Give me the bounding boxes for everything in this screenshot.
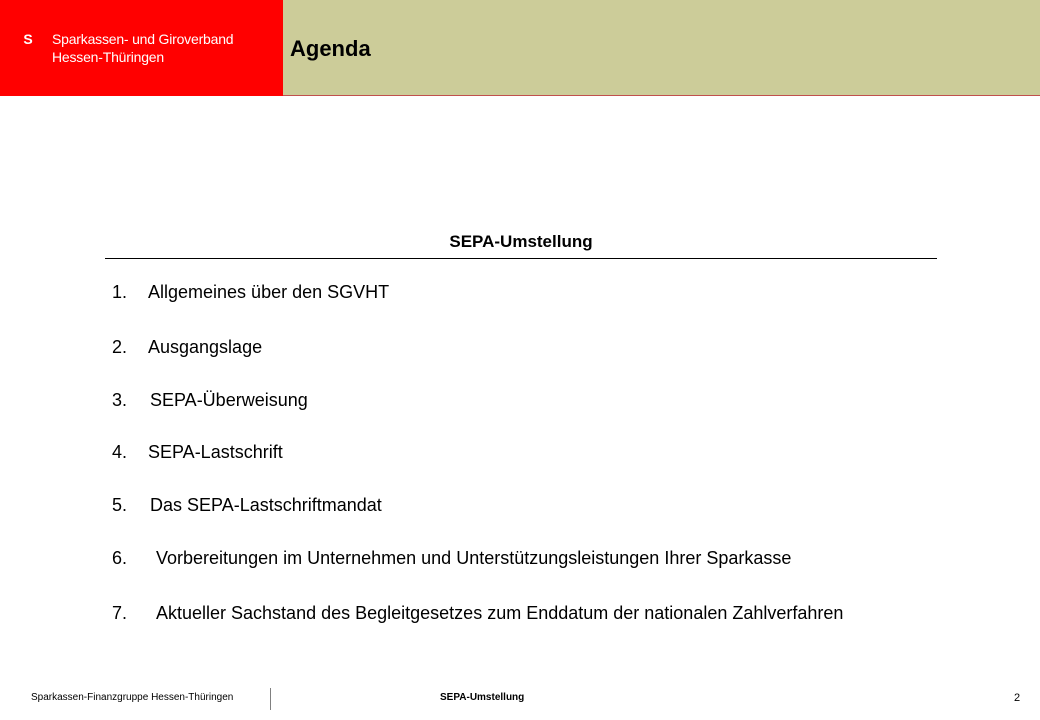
agenda-item-text: Ausgangslage bbox=[148, 337, 263, 357]
page-title: Agenda bbox=[290, 36, 371, 61]
agenda-item-1 bbox=[112, 282, 389, 302]
footer-organization: Sparkassen-Finanzgruppe Hessen-Thüringen bbox=[31, 692, 234, 703]
agenda-item-4 bbox=[112, 442, 283, 462]
brand-header bbox=[0, 0, 283, 96]
agenda-item-text: SEPA-Lastschrift bbox=[148, 442, 283, 462]
agenda-item-number: 5. bbox=[112, 495, 128, 515]
agenda-item-5 bbox=[112, 495, 382, 515]
footer-divider bbox=[270, 688, 271, 710]
organization-name-line2: Hessen-Thüringen bbox=[52, 49, 164, 65]
agenda-item-text: SEPA-Überweisung bbox=[150, 390, 308, 410]
agenda-item-number: 1. bbox=[112, 282, 128, 302]
agenda-item-number: 2. bbox=[112, 337, 128, 357]
agenda-item-text: Aktueller Sachstand des Begleitgesetzes zum Enddatum der nationalen Zahlverfahren bbox=[156, 603, 844, 623]
agenda-item-number: 3. bbox=[112, 390, 128, 410]
agenda-item-6 bbox=[112, 548, 791, 568]
agenda-item-text: Das SEPA-Lastschriftmandat bbox=[150, 495, 382, 515]
title-bar bbox=[283, 0, 1040, 96]
agenda-item-2 bbox=[112, 337, 262, 357]
heading-divider bbox=[105, 258, 937, 259]
agenda-item-number: 4. bbox=[112, 442, 128, 462]
agenda-item-number: 6. bbox=[112, 548, 128, 568]
agenda-item-number: 7. bbox=[112, 603, 128, 623]
agenda-item-3 bbox=[112, 390, 308, 410]
agenda-item-text: Allgemeines über den SGVHT bbox=[148, 282, 390, 302]
page-number: 2 bbox=[1014, 692, 1021, 704]
organization-name-line1: Sparkassen- und Giroverband bbox=[52, 31, 234, 47]
footer-topic: SEPA-Umstellung bbox=[440, 692, 525, 703]
agenda-heading: SEPA-Umstellung bbox=[449, 232, 593, 251]
agenda-item-text: Vorbereitungen im Unternehmen und Unterstützungsleistungen Ihrer Sparkasse bbox=[156, 548, 792, 568]
organization-name bbox=[52, 30, 233, 66]
agenda-item-7 bbox=[112, 603, 843, 623]
sparkasse-logo-icon: S bbox=[23, 31, 33, 47]
